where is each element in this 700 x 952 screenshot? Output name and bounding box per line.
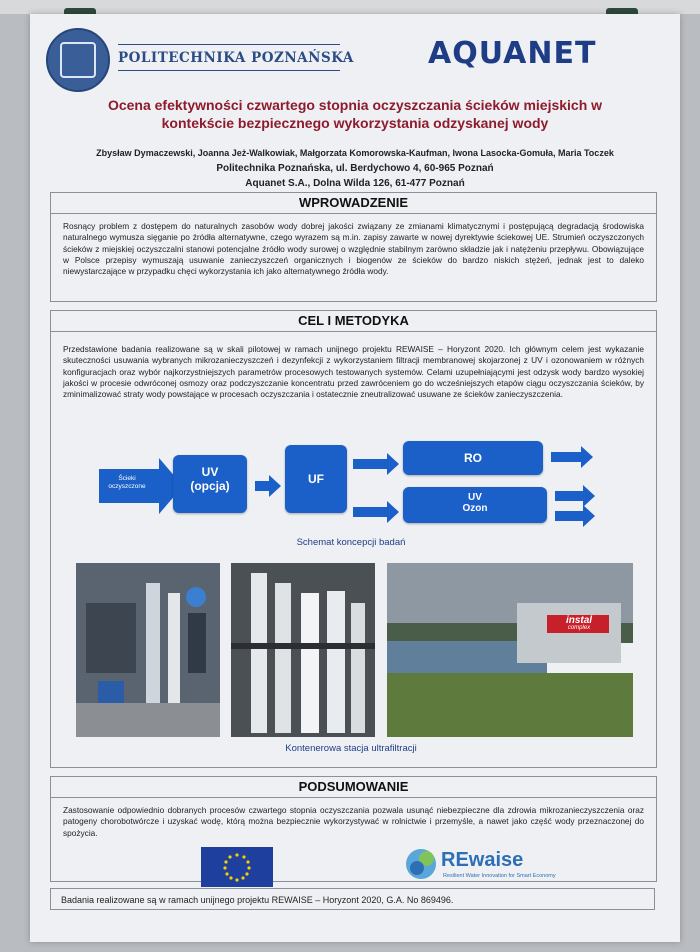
eu-flag-icon [201,847,273,887]
diagram-caption: Schemat koncepcji badań [296,537,406,548]
affiliation-2: Aquanet S.A., Dolna Wilda 126, 61-477 Poznań [245,178,465,189]
authors: Zbysław Dymaczewski, Joanna Jeż-Walkowiak, Małgorzata Komorowska-Kaufman, Iwona Lasocka-Gomuła, Maria Toczek [96,148,614,158]
poster [30,14,680,942]
name-rule-bottom [118,70,340,71]
summary-text: Zastosowanie odpowiednio dobranych procesów czwartego stopnia oczyszczania pozwala usunąć niebezpieczne dla zdrowia mikrozanieczyszczenia oraz patogeny chorobotwórcze i uzyskać wodę, którą można bezpiecznie wykorzystywać w rolnictwie i przemyśle, a nawet jako część wody przeznaczonej do spożycia. [63,805,644,838]
rewaise-tagline: Resilient Water Innovation for Smart Economy [443,873,556,879]
photos-caption: Kontenerowa stacja ultrafiltracji [285,743,417,754]
summary-section [50,776,657,882]
photo-equipment-room [76,563,220,737]
title-line-2: kontekście bezpiecznego wykorzystania odzyskanej wody [161,115,549,131]
university-crest-icon [46,28,110,92]
uf-box: UF [285,445,347,513]
uv-option-box [173,455,247,513]
arrow-ro-out [551,452,583,462]
container-brand: instal [565,615,593,626]
photo-container-station [387,563,633,737]
intro-text: Rosnący problem z dostępem do naturalnych zasobów wody dobrej jakości związany ze zmianami klimatycznymi i postępującą degradacją środowiska naturalnego wymusza sięganie po źródła alternatywne, czego wyrazem są m.in. zapisy zawarte w nowej dyrektywie ściekowej UE. Strumień oczyszczonych ścieków z miejskiej oczyszczalni stanowi potencjalne źródło wody surowej o względnie stabilnym zarówno składzie jak i natężeniu przepływu. Obowiązujące w Polsce przepisy wymuszają usuwanie zanieczyszczeń organicznych i biogenów ze ścieków do bardzo niskich stężeń, jednak jest to daleko niewystarczające w przypadku chęci wykorzystania ich jako alternatywnego źródła wody. [63,221,644,277]
aquanet-logo: AQUANET [428,36,597,71]
photo-membrane-modules [231,563,375,737]
arrow-uv-ozon-out-1 [555,491,585,501]
uv-box-label: UV [201,465,219,479]
method-section [50,310,657,768]
method-text: Przedstawione badania realizowane są w skali pilotowej w ramach unijnego projektu REWAISE – Horyzont 2020. Ich głównym celem jest wykazanie skuteczności usuwania wybranych mikrozanieczyszczeń i dezynfekcji z wykorzystaniem filtracji membranowej skojarzonej z UV i ozonowaniem w różnych konfiguracjach oraz wybór najkorzystniejszych parametrów procesowych testowanych systemów. Celami uzupełniającymi jest odzysk wody bardzo wysokiej jakości w procesie odwróconej osmozy oraz podczyszczanie koncentratu przed zawróceniem go do wcześniejszych etapów ciągu oczyszczania ścieków, by zminimalizować straty wody powstające w procesach oczyszczania i ostatecznie zneutralizować usuwane ze ścieków zanieczyszczenia. [63,344,644,400]
intro-heading: WPROWADZENIE [51,193,656,214]
name-rule-top [118,44,340,45]
rewaise-logo-icon [406,849,436,879]
poster-title [70,96,640,132]
input-label: Ścieki oczyszczone [108,475,146,490]
ro-box: RO [403,441,543,475]
input-arrow [99,469,159,503]
affiliation-1: Politechnika Poznańska, ul. Berdychowo 4, 60-965 Poznań [216,163,494,174]
intro-section [50,192,657,302]
title-line-1: Ocena efektywności czwartego stopnia oczyszczania ścieków miejskich w [107,97,603,113]
rewaise-logo-text: REwaise [441,849,524,871]
uv-ozon-box [403,487,547,523]
container-brand-sub: complex [567,625,591,631]
wall-background [0,0,700,14]
ozon-label: Ozon [462,503,488,514]
poster-header [30,14,680,200]
arrow-uf-to-uv-ozon [353,507,389,517]
uv2-label: UV [468,492,482,503]
arrow-uv-ozon-out-2 [555,511,585,521]
funding-note: Badania realizowane są w ramach unijnego projektu REWAISE – Horyzont 2020, G.A. No 869496. [50,888,655,910]
arrow-uv-to-uf [255,481,271,491]
university-name: POLITECHNIKA POZNAŃSKA [118,50,354,66]
method-heading: CEL I METODYKA [51,311,656,332]
arrow-uf-to-ro [353,459,389,469]
summary-heading: PODSUMOWANIE [51,777,656,798]
uv-box-sublabel: (opcja) [190,479,230,493]
